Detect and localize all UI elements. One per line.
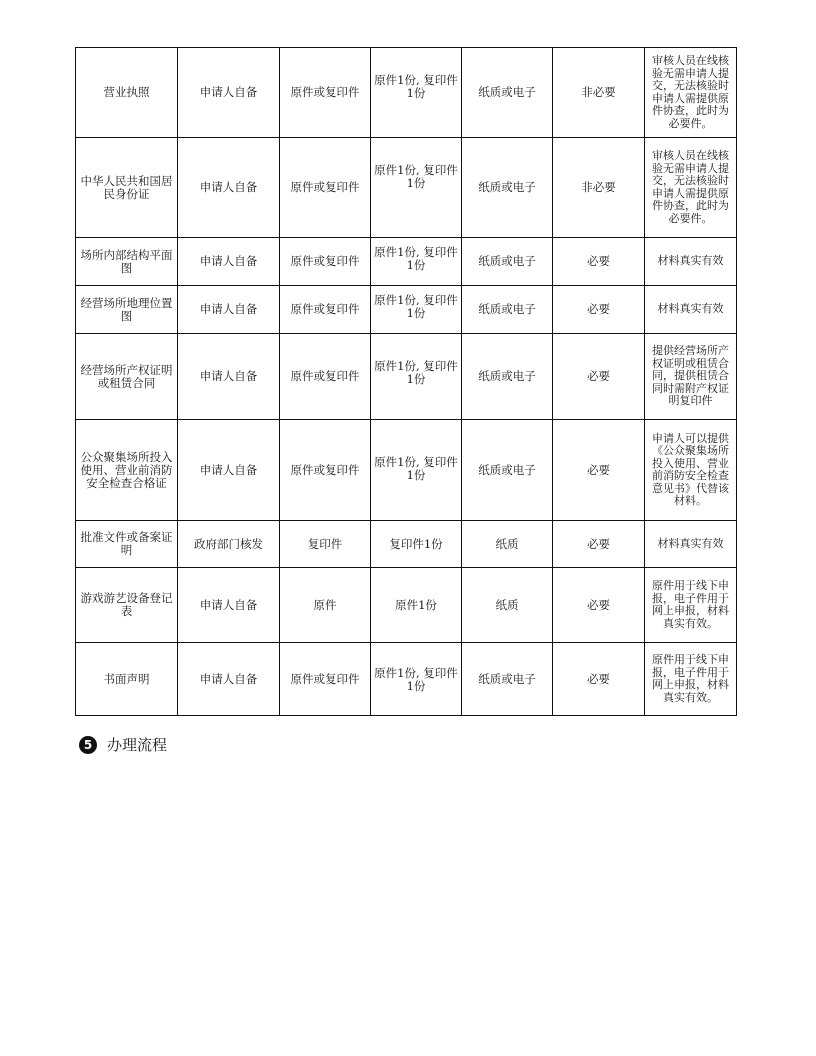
material-form-cell: 原件或复印件 [280,643,371,716]
table-row [76,238,737,286]
material-notes-cell: 材料真实有效 [645,521,737,568]
material-medium-cell: 纸质或电子 [462,420,553,521]
material-name-cell: 营业执照 [76,48,178,138]
material-source-cell: 申请人自备 [178,420,280,521]
material-name-cell: 经营场所地理位置图 [76,286,178,334]
material-quantity-cell: 原件1份, 复印件1份 [371,643,462,716]
material-notes-cell: 提供经营场所产权证明或租赁合同，提供租赁合同时需附产权证明复印件 [645,334,737,420]
table-row [76,286,737,334]
material-form-cell: 原件或复印件 [280,286,371,334]
table-row [76,568,737,643]
material-medium-cell: 纸质或电子 [462,334,553,420]
material-form-cell: 原件或复印件 [280,238,371,286]
material-quantity-cell: 原件1份, 复印件1份 [371,420,462,521]
material-source-cell: 申请人自备 [178,286,280,334]
section-title: 办理流程 [107,736,168,754]
material-required-cell: 必要 [553,568,645,643]
material-source-cell: 政府部门核发 [178,521,280,568]
material-medium-cell: 纸质 [462,568,553,643]
table-row [76,48,737,138]
material-name-cell: 经营场所产权证明或租赁合同 [76,334,178,420]
material-form-cell: 原件或复印件 [280,48,371,138]
material-medium-cell: 纸质或电子 [462,643,553,716]
material-form-cell: 原件或复印件 [280,420,371,521]
material-required-cell: 必要 [553,521,645,568]
material-name-cell: 场所内部结构平面图 [76,238,178,286]
material-quantity-cell: 原件1份 [371,568,462,643]
material-required-cell: 必要 [553,238,645,286]
material-quantity-cell: 原件1份, 复印件1份 [371,48,462,138]
material-medium-cell: 纸质或电子 [462,286,553,334]
material-medium-cell: 纸质或电子 [462,238,553,286]
section-number-badge: 5 [79,736,97,754]
material-name-cell: 公众聚集场所投入使用、营业前消防安全检查合格证 [76,420,178,521]
material-name-cell: 中华人民共和国居民身份证 [76,138,178,238]
material-source-cell: 申请人自备 [178,238,280,286]
table-row [76,420,737,521]
table-row [76,521,737,568]
material-required-cell: 非必要 [553,48,645,138]
material-name-cell: 批准文件或备案证明 [76,521,178,568]
material-source-cell: 申请人自备 [178,334,280,420]
material-required-cell: 必要 [553,643,645,716]
material-quantity-cell: 原件1份, 复印件1份 [371,138,462,238]
table-row [76,643,737,716]
material-form-cell: 复印件 [280,521,371,568]
material-form-cell: 原件或复印件 [280,138,371,238]
section-heading [79,734,167,755]
material-quantity-cell: 复印件1份 [371,521,462,568]
material-quantity-cell: 原件1份, 复印件1份 [371,238,462,286]
material-source-cell: 申请人自备 [178,568,280,643]
material-source-cell: 申请人自备 [178,643,280,716]
material-required-cell: 必要 [553,334,645,420]
material-required-cell: 必要 [553,420,645,521]
material-notes-cell: 原件用于线下申报，电子件用于网上申报，材料真实有效。 [645,643,737,716]
material-name-cell: 书面声明 [76,643,178,716]
material-medium-cell: 纸质或电子 [462,138,553,238]
material-notes-cell: 材料真实有效 [645,286,737,334]
materials-table [75,47,737,716]
material-notes-cell: 原件用于线下申报，电子件用于网上申报，材料真实有效。 [645,568,737,643]
material-notes-cell: 申请人可以提供《公众聚集场所投入使用、营业前消防安全检查意见书》代替该材料。 [645,420,737,521]
material-quantity-cell: 原件1份, 复印件1份 [371,334,462,420]
material-notes-cell: 材料真实有效 [645,238,737,286]
material-name-cell: 游戏游艺设备登记表 [76,568,178,643]
material-notes-cell: 审核人员在线核验无需申请人提交，无法核验时申请人需提供原件协查，此时为必要件。 [645,48,737,138]
material-required-cell: 必要 [553,286,645,334]
material-quantity-cell: 原件1份, 复印件1份 [371,286,462,334]
material-required-cell: 非必要 [553,138,645,238]
material-form-cell: 原件或复印件 [280,334,371,420]
material-source-cell: 申请人自备 [178,138,280,238]
table-row [76,334,737,420]
material-medium-cell: 纸质或电子 [462,48,553,138]
material-source-cell: 申请人自备 [178,48,280,138]
material-form-cell: 原件 [280,568,371,643]
table-row [76,138,737,238]
material-medium-cell: 纸质 [462,521,553,568]
material-notes-cell: 审核人员在线核验无需申请人提交，无法核验时申请人需提供原件协查，此时为必要件。 [645,138,737,238]
